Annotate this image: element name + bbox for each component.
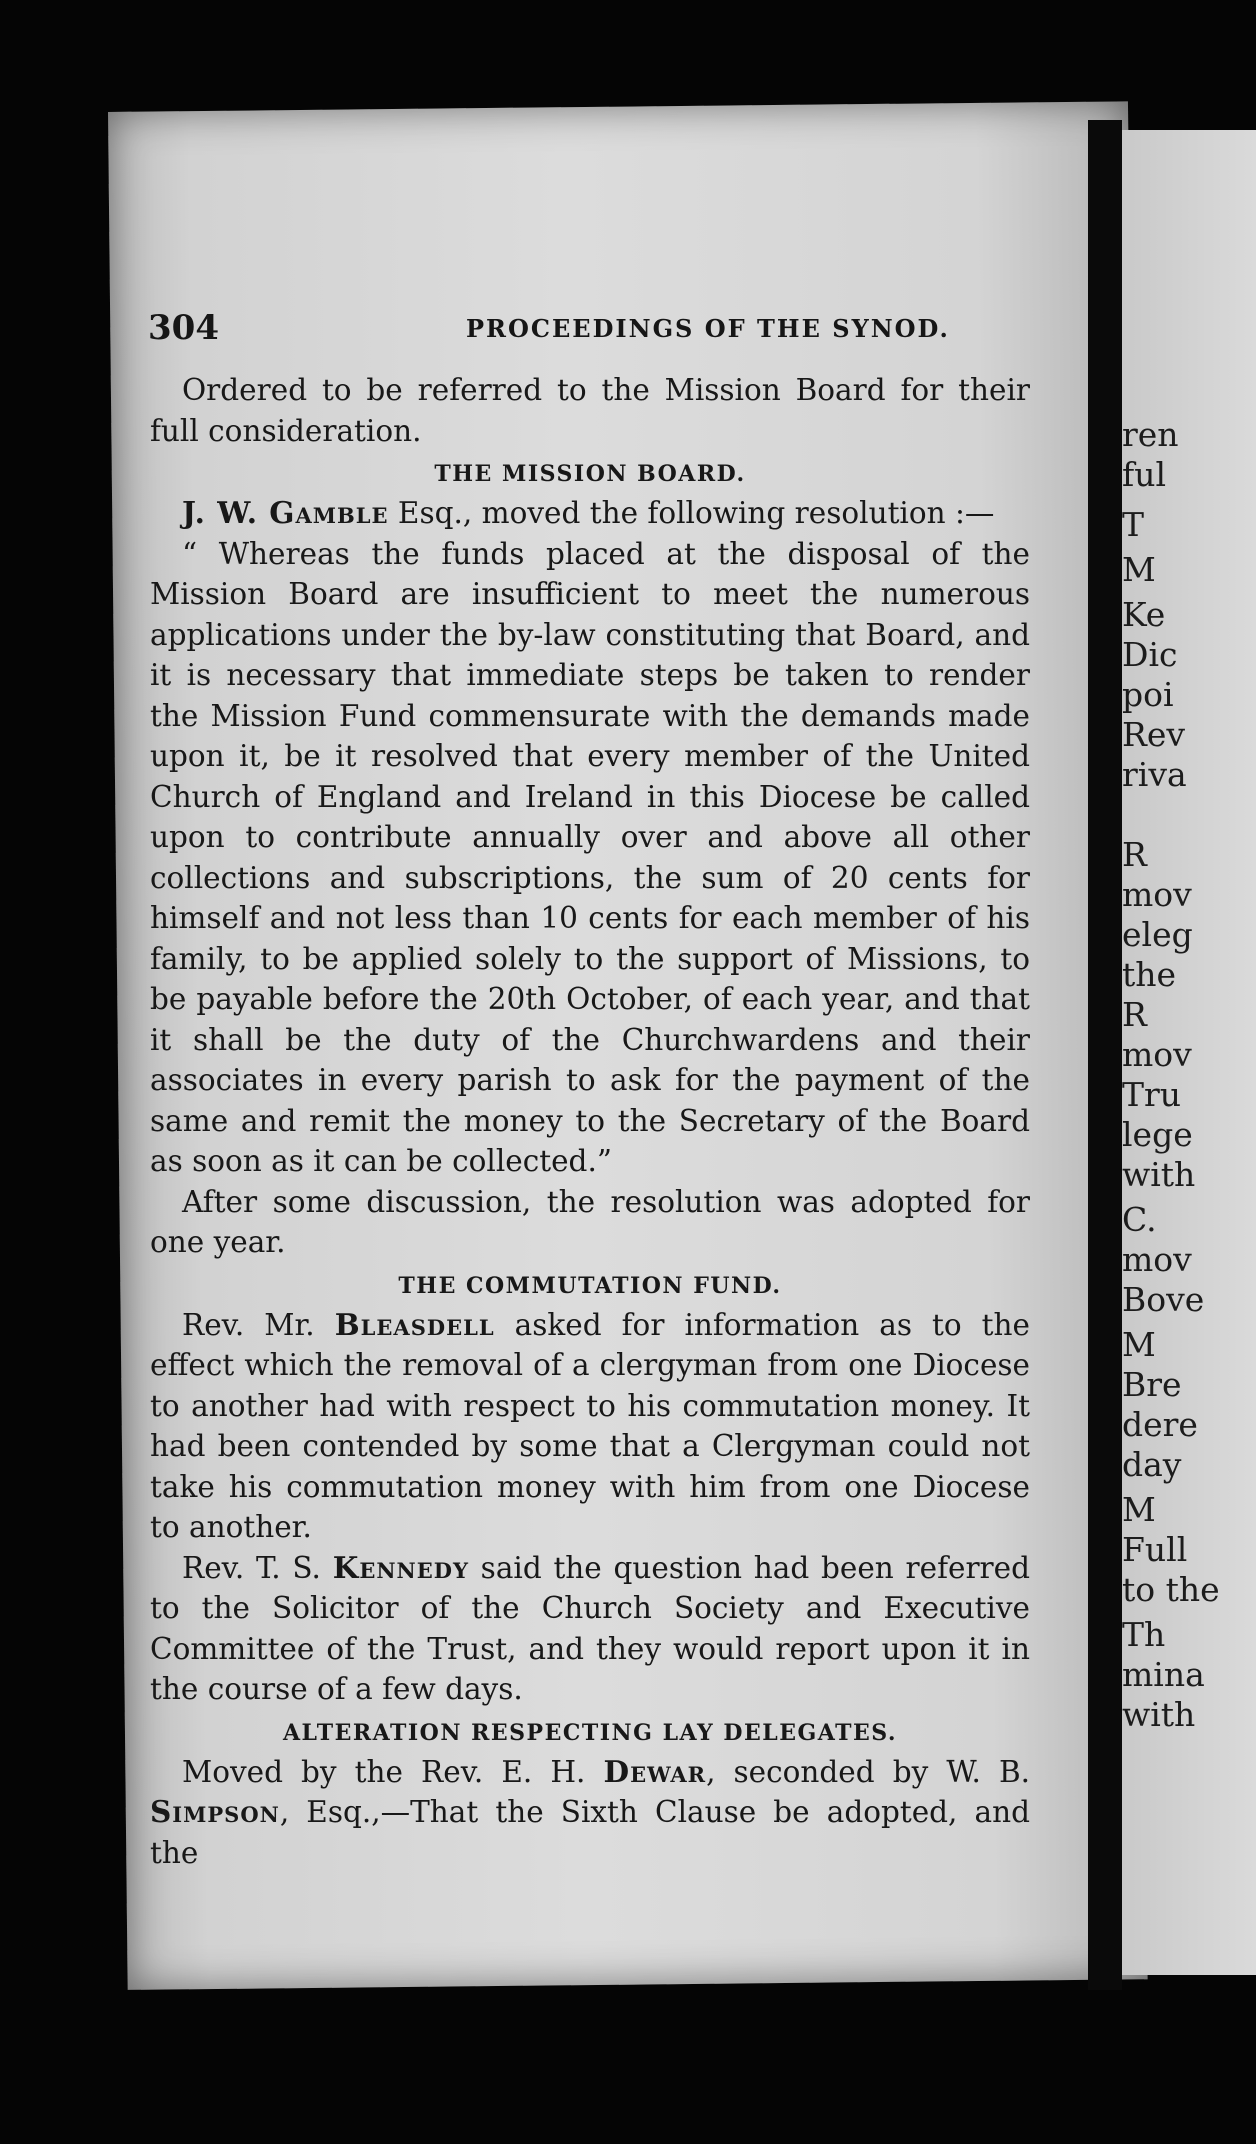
page-body	[150, 370, 1030, 1873]
paragraph-dewar-motion	[150, 1752, 1030, 1874]
facing-page-line: ren	[1122, 415, 1179, 454]
paragraph-text: Rev. T. S.	[182, 1550, 333, 1585]
page-header	[148, 308, 1048, 358]
heading-mission-board: THE MISSION BOARD.	[434, 461, 746, 487]
paragraph-text: , seconded by W. B.	[706, 1754, 1030, 1789]
facing-page-line: Rev	[1122, 715, 1186, 754]
facing-page-line: mov	[1122, 1240, 1192, 1279]
facing-page-line: M	[1122, 1490, 1156, 1529]
facing-page-line: dere	[1122, 1405, 1198, 1444]
facing-page-edge	[1122, 130, 1256, 1975]
speaker-name: J. W. Gamble	[182, 495, 389, 530]
paragraph-text: Moved by the Rev. E. H.	[182, 1754, 604, 1789]
paragraph-gamble-motion	[150, 493, 1030, 534]
facing-page-line: with	[1122, 1695, 1196, 1734]
heading-lay-delegates: ALTERATION RESPECTING LAY DELEGATES.	[282, 1719, 898, 1746]
facing-page-line: day	[1122, 1445, 1182, 1484]
book-gutter	[1088, 120, 1122, 1990]
facing-page-line: C.	[1122, 1200, 1157, 1239]
facing-page-line: R	[1122, 835, 1147, 874]
facing-page-line: riva	[1122, 755, 1187, 794]
facing-page-line: Full	[1122, 1530, 1188, 1569]
speaker-name: Bleasdell	[334, 1306, 495, 1342]
facing-page-line: M	[1122, 1325, 1156, 1364]
facing-page-line: with	[1122, 1155, 1196, 1194]
speaker-name: Simpson	[150, 1794, 280, 1829]
paragraph-text: Esq., moved the following resolution :—	[388, 496, 995, 530]
facing-page-line: to the	[1122, 1570, 1220, 1609]
facing-page-line: R	[1122, 995, 1147, 1034]
heading-commutation-fund: THE COMMUTATION FUND.	[398, 1272, 782, 1299]
facing-page-line: poi	[1122, 675, 1174, 714]
paragraph-text: , Esq.,—That the Sixth Clause be adopted, and the	[150, 1795, 1030, 1870]
paragraph-bleasdell	[150, 1305, 1030, 1548]
speaker-name: Dewar	[603, 1753, 707, 1789]
facing-page-line: M	[1122, 550, 1156, 589]
paragraph-resolution: “ Whereas the funds placed at the disposal of the Mission Board are insufficient to meet the numerous applications under the by-law constituting that Board, and it is necessary that immediate steps be taken to render the Mission Fund commensurate with the demands made upon it, be it resolved that every member of the United Church of England and Ireland in this Diocese be called upon to contribute annually over and above all other collections and subscriptions, the sum of 20 cents for himself and not less than 10 cents for each member of his family, to be applied solely to the support of Missions, to be payable before the 20th October, of each year, and that it shall be the duty of the Churchwardens and their associates in every parish to ask for the payment of the same and remit the money to the Secretary of the Board as soon as it can be collected.”	[150, 536, 1030, 1178]
facing-page-line: mina	[1122, 1655, 1205, 1694]
paragraph-text: Rev. Mr.	[182, 1307, 335, 1342]
facing-page-line: T	[1122, 505, 1145, 544]
facing-page-line: Bre	[1122, 1365, 1182, 1404]
paragraph-text: said the question had been referred to the Solicitor of the Church Society and Executive Committee of the Trust, and they would report upon it in the course of a few days.	[150, 1550, 1030, 1706]
facing-page-line: mov	[1122, 1035, 1192, 1074]
paragraph-text: asked for information as to the effect which the removal of a clergyman from one Diocese to another had with respect to his commutation money. It had been contended by some that a Clergyman could not take his commutation money with him from one Diocese to another.	[150, 1307, 1030, 1544]
page-number: 304	[148, 308, 219, 348]
facing-page-line: Tru	[1122, 1075, 1182, 1114]
running-title: PROCEEDINGS OF THE SYNOD.	[466, 314, 950, 343]
facing-page-line: mov	[1122, 875, 1192, 914]
facing-page-line: the	[1122, 955, 1177, 994]
facing-page-line: lege	[1122, 1115, 1193, 1154]
paragraph-kennedy	[150, 1548, 1030, 1710]
facing-page-line: Bove	[1122, 1280, 1205, 1319]
facing-page-line: Ke	[1122, 595, 1166, 634]
facing-page-line: eleg	[1122, 915, 1193, 954]
facing-page-line: ful	[1122, 455, 1167, 494]
paragraph-referral: Ordered to be referred to the Mission Board for their full consideration.	[150, 373, 1030, 448]
facing-page-line: Th	[1122, 1615, 1166, 1654]
paragraph-adopted: After some discussion, the resolution was adopted for one year.	[150, 1184, 1030, 1259]
facing-page-line: Dic	[1122, 635, 1178, 674]
speaker-name: Kennedy	[332, 1549, 469, 1585]
